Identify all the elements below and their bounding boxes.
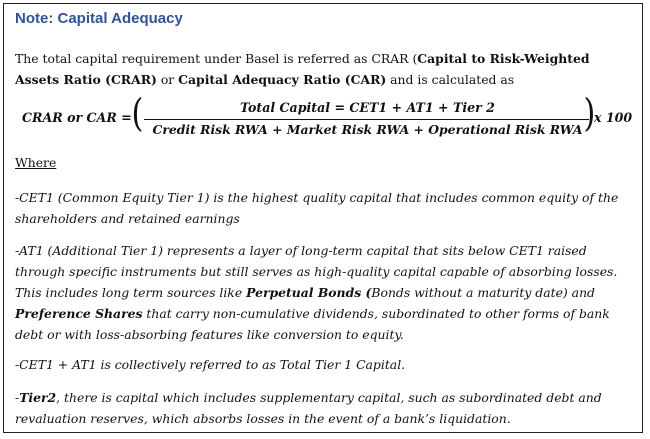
- note-title: Note: Capital Adequacy: [15, 10, 183, 27]
- formula-left-paren: (: [131, 91, 144, 135]
- formula-lhs: CRAR or CAR =: [22, 110, 132, 125]
- formula-denominator: Credit Risk RWA + Market Risk RWA + Operational Risk RWA: [152, 122, 583, 137]
- tier2-paragraph: [15, 387, 633, 429]
- at1-text: -AT1 (Additional Tier 1) represents a layer of long-term capital that sits below CET1 raised through specific instruments but still serves as high-quality capital capable of absorbing losses. This includes long term sources like: [15, 243, 618, 300]
- at1-text: that carry non-cumulative dividends, subordinated to other forms of bank debt or with loss-absorbing features like conversion to equity.: [15, 306, 610, 342]
- intro-text: The total capital requirement under Basel is referred as CRAR (: [15, 51, 418, 66]
- cet1-paragraph: -CET1 (Common Equity Tier 1) is the highest quality capital that includes common equity of the shareholders and retained earnings: [15, 190, 619, 226]
- tier2-term: Tier2: [19, 390, 57, 405]
- note-box: [3, 3, 643, 433]
- at1-text: Bonds without a maturity date) and: [371, 285, 595, 300]
- tier2-text: , there is capital which includes supplementary capital, such as subordinated debt and revaluation reserves, which absorbs losses in the event of a bank’s liquidation.: [15, 390, 602, 426]
- where-label: Where: [15, 155, 57, 170]
- intro-paragraph: [15, 48, 633, 90]
- at1-paragraph: [15, 240, 633, 345]
- intro-text: or: [156, 72, 179, 87]
- at1-perpetual-bonds-term: Perpetual Bonds (: [246, 285, 372, 300]
- formula-multiplier: x 100: [594, 110, 633, 125]
- intro-text: and is calculated as: [386, 72, 515, 87]
- at1-preference-shares-term: Preference Shares: [15, 306, 143, 321]
- formula-right-paren: ): [583, 91, 596, 135]
- formula-numerator: Total Capital = CET1 + AT1 + Tier 2: [240, 100, 495, 115]
- formula-fraction-bar: [144, 119, 589, 120]
- tier2-text: -: [15, 390, 20, 405]
- intro-car-term: Capital Adequacy Ratio (CAR): [178, 72, 387, 87]
- tier1-paragraph: -CET1 + AT1 is collectively referred to as Total Tier 1 Capital.: [15, 357, 406, 372]
- intro-crar-term: Capital to Risk-Weighted Assets Ratio (CRAR): [15, 51, 590, 87]
